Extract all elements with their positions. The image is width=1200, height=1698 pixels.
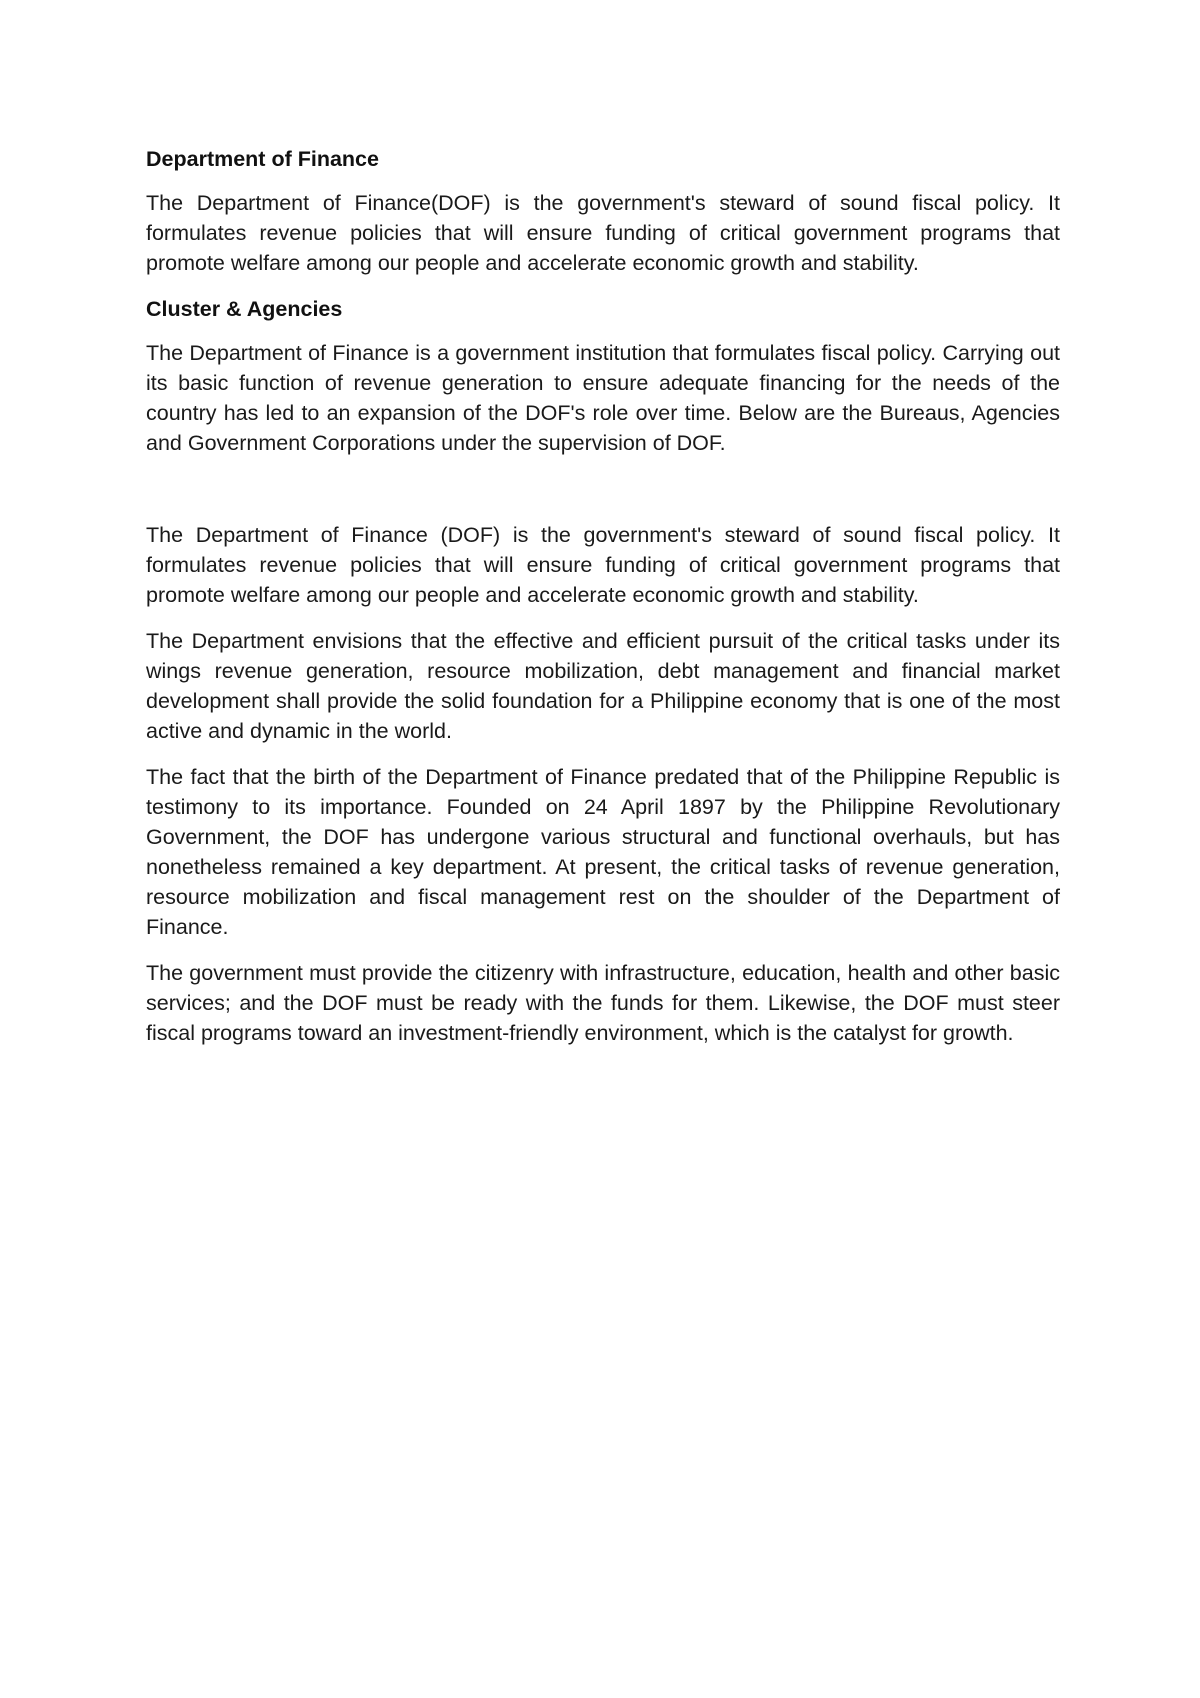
paragraph-dof-services: The government must provide the citizenry with infrastructure, education, health and other basic services; and the DOF must be ready with the funds for them. Likewise, the DOF must steer fiscal programs toward an investment-friendly environment, which is the catalyst for growth. <box>146 961 1060 1045</box>
paragraph-dof-vision: The Department envisions that the effective and efficient pursuit of the critical tasks under its wings revenue generation, resource mobilization, debt management and financial market development shall provide the solid foundation for a Philippine economy that is one of the most active and dynamic in the world. <box>146 629 1060 743</box>
heading-cluster-agencies: Cluster & Agencies <box>146 297 343 321</box>
paragraph-dof-intro: The Department of Finance(DOF) is the government's steward of sound fiscal policy. It formulates revenue policies that will ensure funding of critical government programs that promote welfare among our people and accelerate economic growth and stability. <box>146 191 1060 275</box>
paragraph-dof-history: The fact that the birth of the Department of Finance predated that of the Philippine Republic is testimony to its importance. Founded on 24 April 1897 by the Philippine Revolutionary Government, the DOF has undergone various structural and functional overhauls, but has nonetheless remained a key department. At present, the critical tasks of revenue generation, resource mobilization and fiscal management rest on the shoulder of the Department of Finance. <box>146 765 1060 939</box>
heading-department-of-finance: Department of Finance <box>146 147 379 171</box>
document-content <box>146 144 1060 1064</box>
paragraph-cluster-agencies: The Department of Finance is a government institution that formulates fiscal policy. Carrying out its basic function of revenue generation to ensure adequate financing for the needs of the country has led to an expansion of the DOF's role over time. Below are the Bureaus, Agencies and Government Corporations under the supervision of DOF. <box>146 341 1060 455</box>
paragraph-dof-steward: The Department of Finance (DOF) is the government's steward of sound fiscal policy. It formulates revenue policies that will ensure funding of critical government programs that promote welfare among our people and accelerate economic growth and stability. <box>146 523 1060 607</box>
blank-spacer <box>146 474 1060 520</box>
